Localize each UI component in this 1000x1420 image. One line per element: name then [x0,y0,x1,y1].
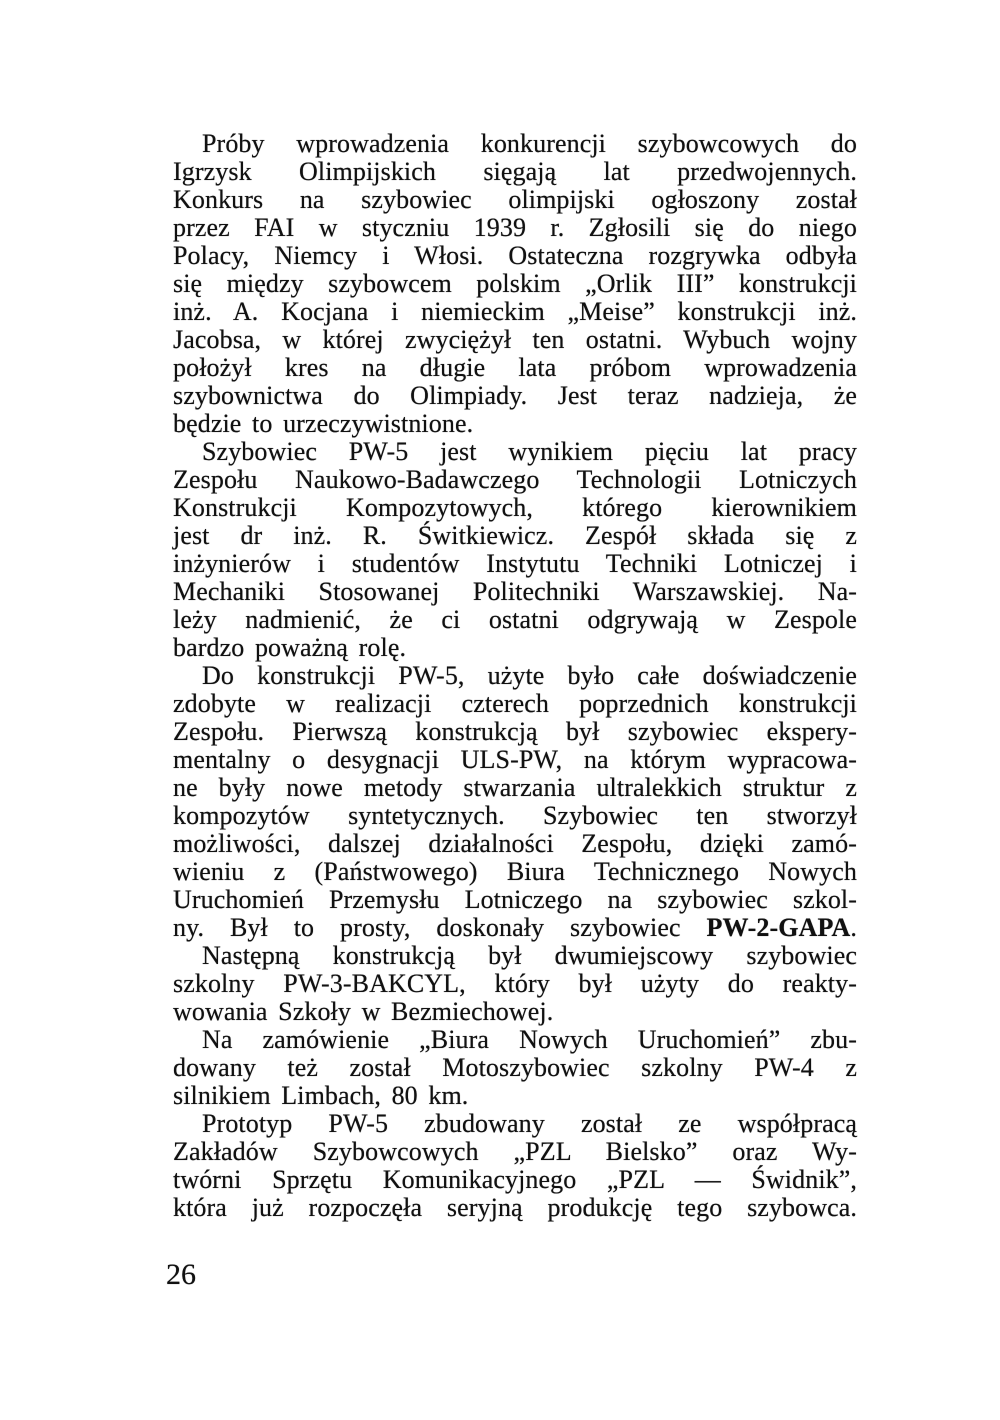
text-line: możliwości, dalszej działalności Zespołu, dzięki zamó- [173,829,857,858]
text-line: Próby wprowadzenia konkurencji szybowcowych do [202,129,857,158]
text-line: Zespołu Naukowo-Badawczego Technologii Lotniczych [173,465,857,494]
text-line: szybownictwa do Olimpiady. Jest teraz nadzieja, że [173,381,857,410]
text-line: silnikiem Limbach, 80 km. [173,1081,469,1110]
text-line: Konstrukcji Kompozytowych, którego kierownikiem [173,493,857,522]
text-line: przez FAI w styczniu 1939 r. Zgłosili się do niego [173,213,857,242]
text-line: dowany też został Motoszybowiec szkolny PW-4 z [173,1053,857,1082]
text-line: kompozytów syntetycznych. Szybowiec ten stworzył [173,801,857,830]
text-line: Konkurs na szybowiec olimpijski ogłoszony został [173,185,857,214]
paragraph [173,942,857,1026]
text-line: inż. A. Kocjana i niemieckim „Meise” konstrukcji inż. [173,297,857,326]
text-line: która już rozpoczęła seryjną produkcję tego szybowca. [173,1193,857,1222]
text-line: się między szybowcem polskim „Orlik III” konstrukcji [173,269,857,298]
text-line: Igrzysk Olimpijskich sięgają lat przedwojennych. [173,157,857,186]
text-line: będzie to urzeczywistnione. [173,409,474,438]
text-line: mentalny o desygnacji ULS-PW, na którym wypracowa- [173,745,857,774]
text-line: Polacy, Niemcy i Włosi. Ostateczna rozgrywka odbyła [173,241,857,270]
text-line: szkolny PW-3-BAKCYL, który był użyty do reakty- [173,969,857,998]
page-number: 26 [166,1258,196,1291]
text-line: Zakładów Szybowcowych „PZL Bielsko” oraz Wy- [173,1137,857,1166]
paragraph [173,1026,857,1110]
text-line: twórni Sprzętu Komunikacyjnego „PZL — Świdnik”, [173,1165,857,1194]
text-line: inżynierów i studentów Instytutu Techniki Lotniczej i [173,549,857,578]
paragraph [173,438,857,662]
paragraph [173,130,857,438]
text-line: ne były nowe metody stwarzania ultralekkich struktur z [173,773,857,802]
text-line: wowania Szkoły w Bezmiechowej. [173,997,554,1026]
text-line: wieniu z (Państwowego) Biura Technicznego Nowych [173,857,857,886]
text-line: Szybowiec PW-5 jest wynikiem pięciu lat pracy [202,437,857,466]
text-line: Jacobsa, w której zwyciężył ten ostatni. Wybuch wojny [173,325,857,354]
text-line: ny. Był to prosty, doskonały szybowiec PW-2-GAPA. [173,913,857,942]
text-line: Do konstrukcji PW-5, użyte było całe doświadczenie [202,661,857,690]
text-line: Zespołu. Pierwszą konstrukcją był szybowiec ekspery- [173,717,857,746]
text-column [173,130,857,1222]
text-line: bardzo poważną rolę. [173,633,407,662]
paragraph [173,1110,857,1222]
paragraph [173,662,857,942]
text-line: Prototyp PW-5 zbudowany został ze współpracą [202,1109,857,1138]
text-line: Mechaniki Stosowanej Politechniki Warszawskiej. Na- [173,577,857,606]
text-line: Uruchomień Przemysłu Lotniczego na szybowiec szkol- [173,885,857,914]
text-line: Na zamówienie „Biura Nowych Uruchomień” zbu- [202,1025,857,1054]
text-line: Następną konstrukcją był dwumiejscowy szybowiec [202,941,857,970]
text-line: zdobyte w realizacji czterech poprzednich konstrukcji [173,689,857,718]
text-line: położył kres na długie lata próbom wprowadzenia [173,353,857,382]
text-line: leży nadmienić, że ci ostatni odgrywają w Zespole [173,605,857,634]
text-line: jest dr inż. R. Świtkiewicz. Zespół składa się z [173,521,857,550]
